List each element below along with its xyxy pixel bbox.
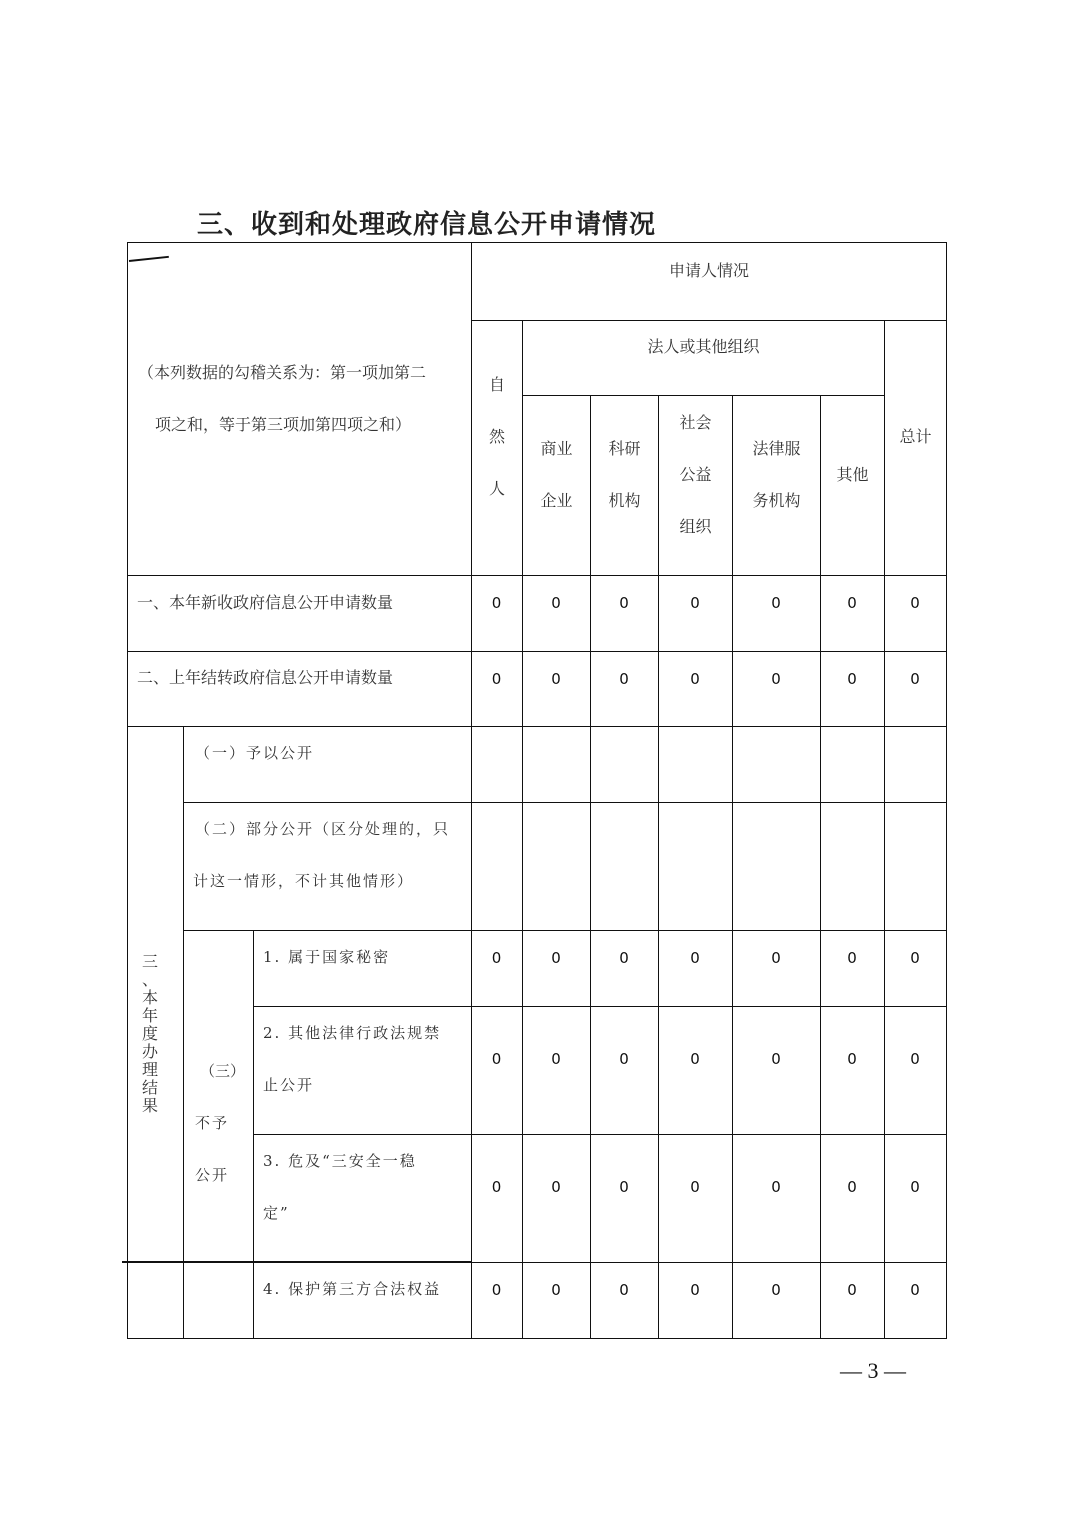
value-carried-over: 0 [847, 670, 857, 688]
value-third-party: 0 [619, 1281, 629, 1299]
value-new-received: 0 [619, 594, 629, 612]
research-header [590, 395, 659, 576]
value-other-laws: 0 [491, 1050, 502, 1068]
research-line2: 机构 [608, 491, 641, 510]
row-state-secret-label: 1. 属于国家秘密 [263, 948, 391, 966]
header-note-cell [127, 242, 472, 576]
value-state-secret: 0 [491, 949, 502, 967]
value-cell-new-received [658, 575, 733, 652]
value-other-laws: 0 [551, 1050, 561, 1068]
not-disclosed-line2: 不予 [195, 1114, 230, 1132]
value-cell-carried-over [471, 651, 523, 727]
value-three-security: 0 [847, 1178, 857, 1196]
value-state-secret: 0 [771, 949, 781, 967]
value-cell-three-security [590, 1134, 659, 1263]
natural-person-char1: 自 [488, 375, 505, 394]
legal-service-header [732, 395, 821, 576]
value-cell-three-security [522, 1134, 591, 1263]
not-disclosed-cell [183, 930, 254, 1263]
social-line3: 组织 [679, 517, 712, 536]
row-other-laws-label-line2: 止公开 [263, 1076, 315, 1094]
value-cell-state-secret [658, 930, 733, 1007]
value-cell-disclose [658, 726, 733, 803]
value-cell-new-received [590, 575, 659, 652]
value-cell-third-party [522, 1262, 591, 1339]
value-cell-carried-over [590, 651, 659, 727]
value-cell-partial [732, 802, 821, 931]
value-cell-disclose [732, 726, 821, 803]
value-carried-over: 0 [771, 670, 781, 688]
row-partial-label-line2: 计这一情形，不计其他情形） [193, 872, 415, 890]
value-cell-carried-over [732, 651, 821, 727]
value-new-received: 0 [771, 594, 781, 612]
value-other-laws: 0 [690, 1050, 700, 1068]
result-group-char: 本 [141, 988, 158, 1007]
value-new-received: 0 [690, 594, 700, 612]
value-new-received: 0 [551, 594, 561, 612]
not-disclosed-line3: 公开 [195, 1166, 230, 1184]
value-cell-new-received [820, 575, 885, 652]
row-three-security-label-line2: 定” [263, 1204, 290, 1222]
value-cell-state-secret [820, 930, 885, 1007]
applicant-situation-label: 申请人情况 [668, 261, 749, 280]
value-cell-disclose [471, 726, 523, 803]
natural-person-char3: 人 [488, 479, 505, 498]
other-label: 其他 [836, 465, 869, 484]
row-three-security-label-line1: 3. 危及“三安全一稳 [263, 1152, 417, 1170]
last-row-sub-cell [183, 1262, 254, 1339]
value-three-security: 0 [619, 1178, 629, 1196]
value-state-secret: 0 [847, 949, 857, 967]
value-cell-carried-over [658, 651, 733, 727]
value-three-security: 0 [690, 1178, 700, 1196]
value-cell-three-security [820, 1134, 885, 1263]
social-line2: 公益 [679, 465, 712, 484]
value-cell-partial [522, 802, 591, 931]
value-cell-state-secret [471, 930, 523, 1007]
research-line1: 科研 [608, 439, 641, 458]
value-cell-partial [820, 802, 885, 931]
legal-service-line1: 法律服 [752, 439, 801, 458]
commercial-line1: 商业 [540, 439, 573, 458]
value-new-received: 0 [491, 594, 502, 612]
value-third-party: 0 [847, 1281, 857, 1299]
last-row-group-cell [127, 1262, 184, 1339]
page-number: — 3 — [840, 1358, 906, 1383]
value-carried-over: 0 [491, 670, 502, 688]
total-label: 总计 [899, 427, 932, 446]
value-cell-third-party [658, 1262, 733, 1339]
legal-service-line2: 务机构 [752, 491, 801, 510]
value-other-laws: 0 [910, 1050, 920, 1068]
value-cell-new-received [732, 575, 821, 652]
value-third-party: 0 [551, 1281, 561, 1299]
value-cell-three-security [732, 1134, 821, 1263]
result-group-char: 办 [141, 1042, 158, 1061]
row-new-received-label: 一、本年新收政府信息公开申请数量 [137, 593, 394, 612]
value-cell-partial [590, 802, 659, 931]
row-third-party-label: 4. 保护第三方合法权益 [263, 1280, 442, 1298]
value-cell-new-received [884, 575, 947, 652]
value-other-laws: 0 [619, 1050, 629, 1068]
result-group-char: 理 [141, 1060, 158, 1079]
value-state-secret: 0 [910, 949, 920, 967]
value-cell-other-laws [820, 1006, 885, 1135]
value-cell-third-party [471, 1262, 523, 1339]
value-cell-carried-over [820, 651, 885, 727]
result-group-char: 度 [141, 1024, 158, 1043]
value-three-security: 0 [771, 1178, 781, 1196]
value-cell-disclose [522, 726, 591, 803]
value-cell-state-secret [884, 930, 947, 1007]
value-third-party: 0 [771, 1281, 781, 1299]
value-cell-other-laws [590, 1006, 659, 1135]
value-cell-carried-over [522, 651, 591, 727]
value-carried-over: 0 [690, 670, 700, 688]
value-carried-over: 0 [910, 670, 920, 688]
header-note-line1: （本列数据的勾稽关系为：第一项加第二 [138, 363, 427, 382]
result-group-char: 、 [141, 970, 158, 989]
section-title: 三、收到和处理政府信息公开申请情况 [197, 210, 657, 240]
commercial-header [522, 395, 591, 576]
value-new-received: 0 [910, 594, 920, 612]
value-cell-state-secret [590, 930, 659, 1007]
row-other-laws-label-line1: 2. 其他法律行政法规禁 [263, 1024, 442, 1042]
commercial-line2: 企业 [540, 491, 573, 510]
legal-org-label: 法人或其他组织 [647, 337, 760, 356]
value-cell-new-received [522, 575, 591, 652]
value-carried-over: 0 [551, 670, 561, 688]
social-line1: 社会 [679, 413, 712, 432]
value-cell-new-received [471, 575, 523, 652]
value-cell-other-laws [471, 1006, 523, 1135]
value-cell-third-party [820, 1262, 885, 1339]
value-cell-third-party [884, 1262, 947, 1339]
value-state-secret: 0 [690, 949, 700, 967]
header-note-line2: 项之和，等于第三项加第四项之和） [155, 415, 412, 434]
value-cell-partial [471, 802, 523, 931]
value-cell-three-security [471, 1134, 523, 1263]
value-cell-other-laws [522, 1006, 591, 1135]
result-group-label [141, 953, 159, 1115]
result-group-char: 结 [141, 1078, 158, 1097]
result-group-char: 三 [141, 952, 158, 971]
value-cell-disclose [590, 726, 659, 803]
value-third-party: 0 [491, 1281, 502, 1299]
value-three-security: 0 [910, 1178, 920, 1196]
value-cell-three-security [884, 1134, 947, 1263]
value-other-laws: 0 [847, 1050, 857, 1068]
value-cell-state-secret [522, 930, 591, 1007]
value-cell-partial [884, 802, 947, 931]
value-cell-third-party [590, 1262, 659, 1339]
value-cell-disclose [884, 726, 947, 803]
value-state-secret: 0 [619, 949, 629, 967]
value-third-party: 0 [690, 1281, 700, 1299]
natural-person-char2: 然 [488, 427, 505, 446]
value-three-security: 0 [491, 1178, 502, 1196]
row-disclose-label: （一）予以公开 [195, 744, 315, 762]
value-carried-over: 0 [619, 670, 629, 688]
value-third-party: 0 [910, 1281, 920, 1299]
value-cell-disclose [820, 726, 885, 803]
value-cell-state-secret [732, 930, 821, 1007]
value-other-laws: 0 [771, 1050, 781, 1068]
row-carried-over-label: 二、上年结转政府信息公开申请数量 [137, 668, 394, 687]
value-cell-carried-over [884, 651, 947, 727]
value-three-security: 0 [551, 1178, 561, 1196]
value-cell-three-security [658, 1134, 733, 1263]
result-group-char: 年 [141, 1006, 158, 1025]
value-state-secret: 0 [551, 949, 561, 967]
row-partial-label-line1: （二）部分公开（区分处理的，只 [195, 820, 451, 838]
value-cell-third-party [732, 1262, 821, 1339]
result-group-char: 果 [141, 1096, 158, 1115]
value-cell-other-laws [658, 1006, 733, 1135]
not-disclosed-line1: （三） [200, 1062, 246, 1080]
value-cell-other-laws [884, 1006, 947, 1135]
value-new-received: 0 [847, 594, 857, 612]
value-cell-partial [658, 802, 733, 931]
value-cell-other-laws [732, 1006, 821, 1135]
